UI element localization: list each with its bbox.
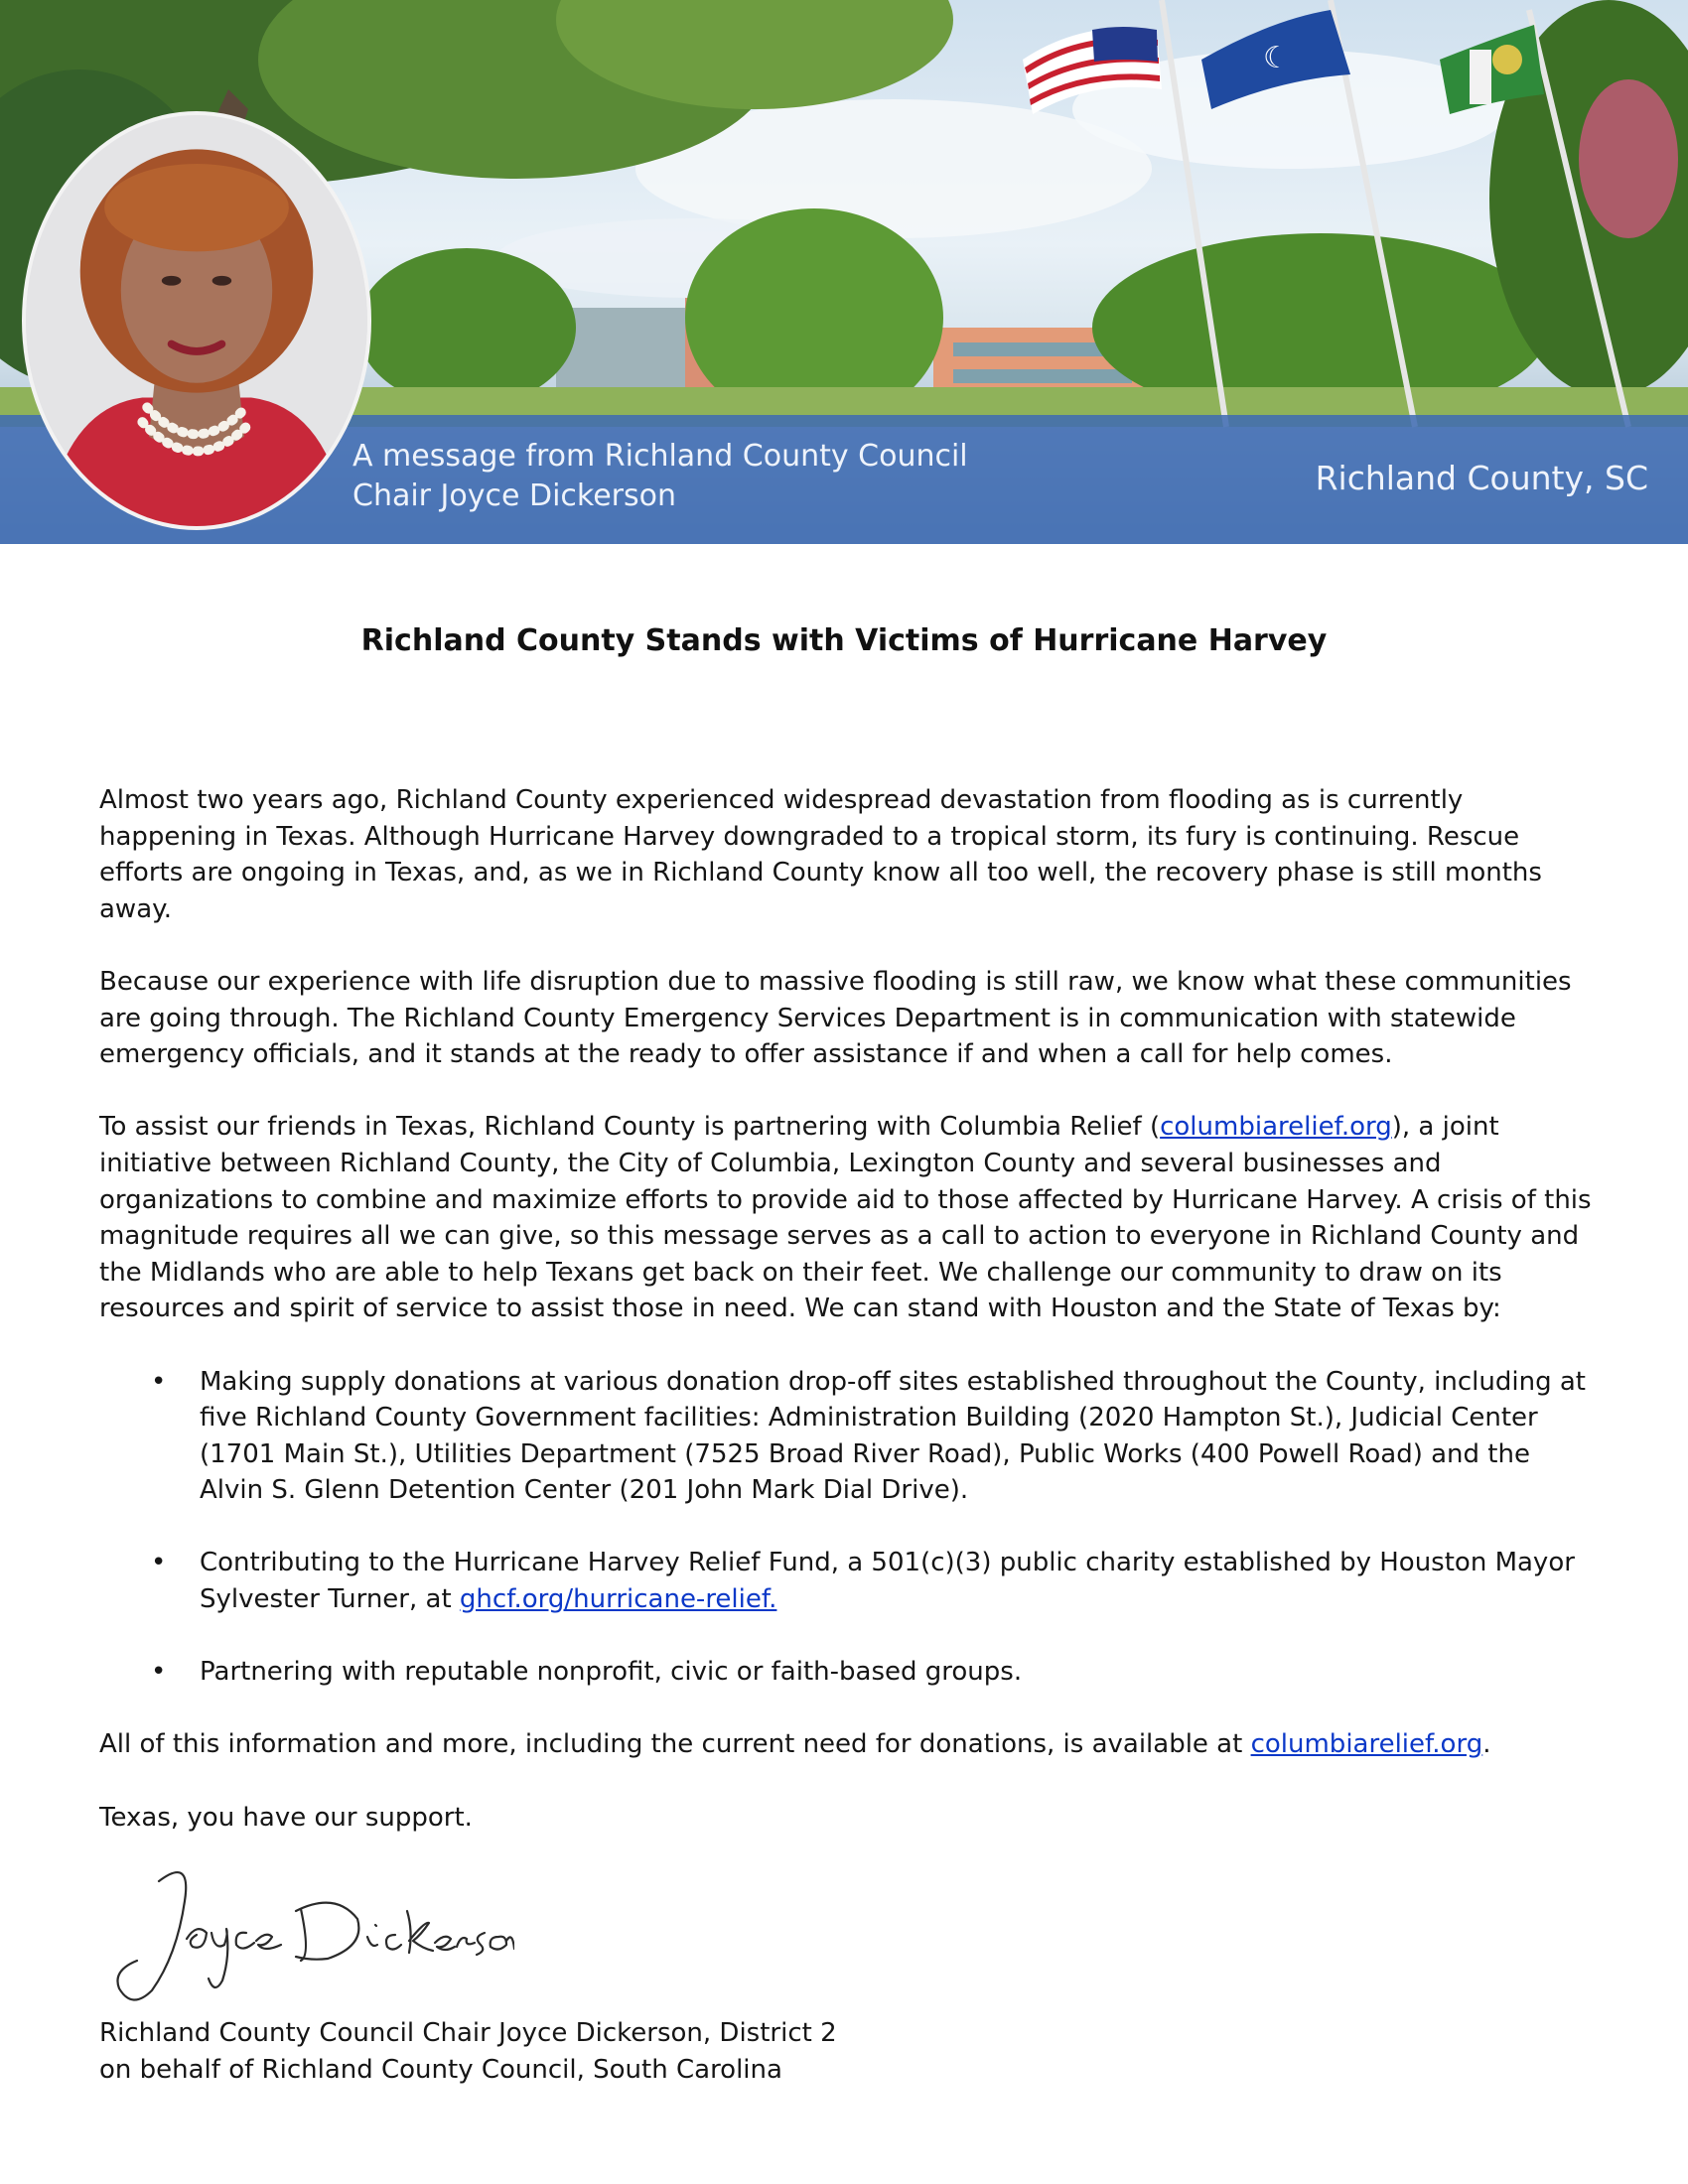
paragraph-4: [99, 1726, 1599, 1763]
action-list: [99, 1364, 1599, 1691]
header-banner: [0, 0, 1688, 544]
paragraph-3-text-a: To assist our friends in Texas, Richland County is partnering with Columbia Relief (: [99, 1112, 1161, 1143]
svg-text:☾: ☾: [1263, 41, 1290, 75]
bullet-icon: •: [151, 1548, 167, 1578]
paragraph-4-text-b: .: [1482, 1729, 1491, 1760]
header-message-line1: A message from Richland County Council: [352, 439, 968, 474]
signature-org-line: on behalf of Richland County Council, South Carolina: [99, 2055, 782, 2085]
list-item-text: Making supply donations at various donation drop-off sites established throughout the County, including at five Richland County Government facilities: Administration Building (2020 Hampton St.), Judicial Center (1701 Main St.), Utilities Department (7525 Broad River Road), Public Works (400 Powell Road) and the Alvin S. Glenn Detention Center (201 John Mark Dial Drive).: [200, 1366, 1586, 1506]
paragraph-3: [99, 1109, 1599, 1327]
header-place: Richland County, SC: [1315, 459, 1648, 497]
bullet-icon: •: [151, 1657, 167, 1688]
signature-block: [99, 2015, 837, 2089]
signature-name-line: Richland County Council Chair Joyce Dickerson, District 2: [99, 2018, 837, 2048]
paragraph-5: Texas, you have our support.: [99, 1802, 473, 1833]
columbia-relief-link-2[interactable]: columbiarelief.org: [1250, 1729, 1483, 1760]
paragraph-3-text-b: ), a joint initiative between Richland County, the City of Columbia, Lexington County and several businesses and organizations to combine and maximize efforts to provide aid to those affected by Hurricane Harvey. A crisis of this magnitude requires all we can give, so this message serves as a call to action to everyone in Richland County and the Midlands who are able to help Texans get back on their feet. We challenge our community to draw on its resources and spirit of service to assist those in need. We can stand with Houston and the State of Texas by:: [99, 1112, 1592, 1324]
bullet-icon: •: [151, 1366, 167, 1397]
list-item: [99, 1364, 1599, 1509]
paragraph-1: Almost two years ago, Richland County experienced widespread devastation from flooding as is currently happening in Texas. Although Hurricane Harvey downgraded to a tropical storm, its fury is continuing. Rescue efforts are ongoing in Texas, and, as we in Richland County know all too well, the recovery phase is still months away.: [99, 785, 1542, 924]
letter-body: [99, 782, 1599, 1872]
portrait-photo: [26, 115, 367, 526]
list-item-text: Partnering with reputable nonprofit, civic or faith-based groups.: [200, 1657, 1023, 1688]
chair-portrait: [22, 111, 371, 530]
handwritten-signature: [97, 1861, 514, 2010]
letter-title: Richland County Stands with Victims of Hurricane Harvey: [360, 623, 1328, 658]
columbia-relief-link[interactable]: columbiarelief.org: [1160, 1112, 1392, 1143]
paragraph-4-text-a: All of this information and more, including the current need for donations, is available at: [99, 1729, 1251, 1760]
header-message-line2: Chair Joyce Dickerson: [352, 478, 677, 513]
paragraph-2: Because our experience with life disruption due to massive flooding is still raw, we know what these communities are going through. The Richland County Emergency Services Department is in communication with statewide emergency officials, and it stands at the ready to offer assistance if and when a call for help comes.: [99, 966, 1572, 1070]
list-item: [99, 1654, 1599, 1691]
header-message: [352, 437, 968, 516]
list-item-text: Contributing to the Hurricane Harvey Relief Fund, a 501(c)(3) public charity established by Houston Mayor Sylvester Turner, at: [200, 1548, 1575, 1615]
ghcf-relief-link[interactable]: ghcf.org/hurricane-relief.: [459, 1584, 777, 1615]
list-item: [99, 1545, 1599, 1617]
